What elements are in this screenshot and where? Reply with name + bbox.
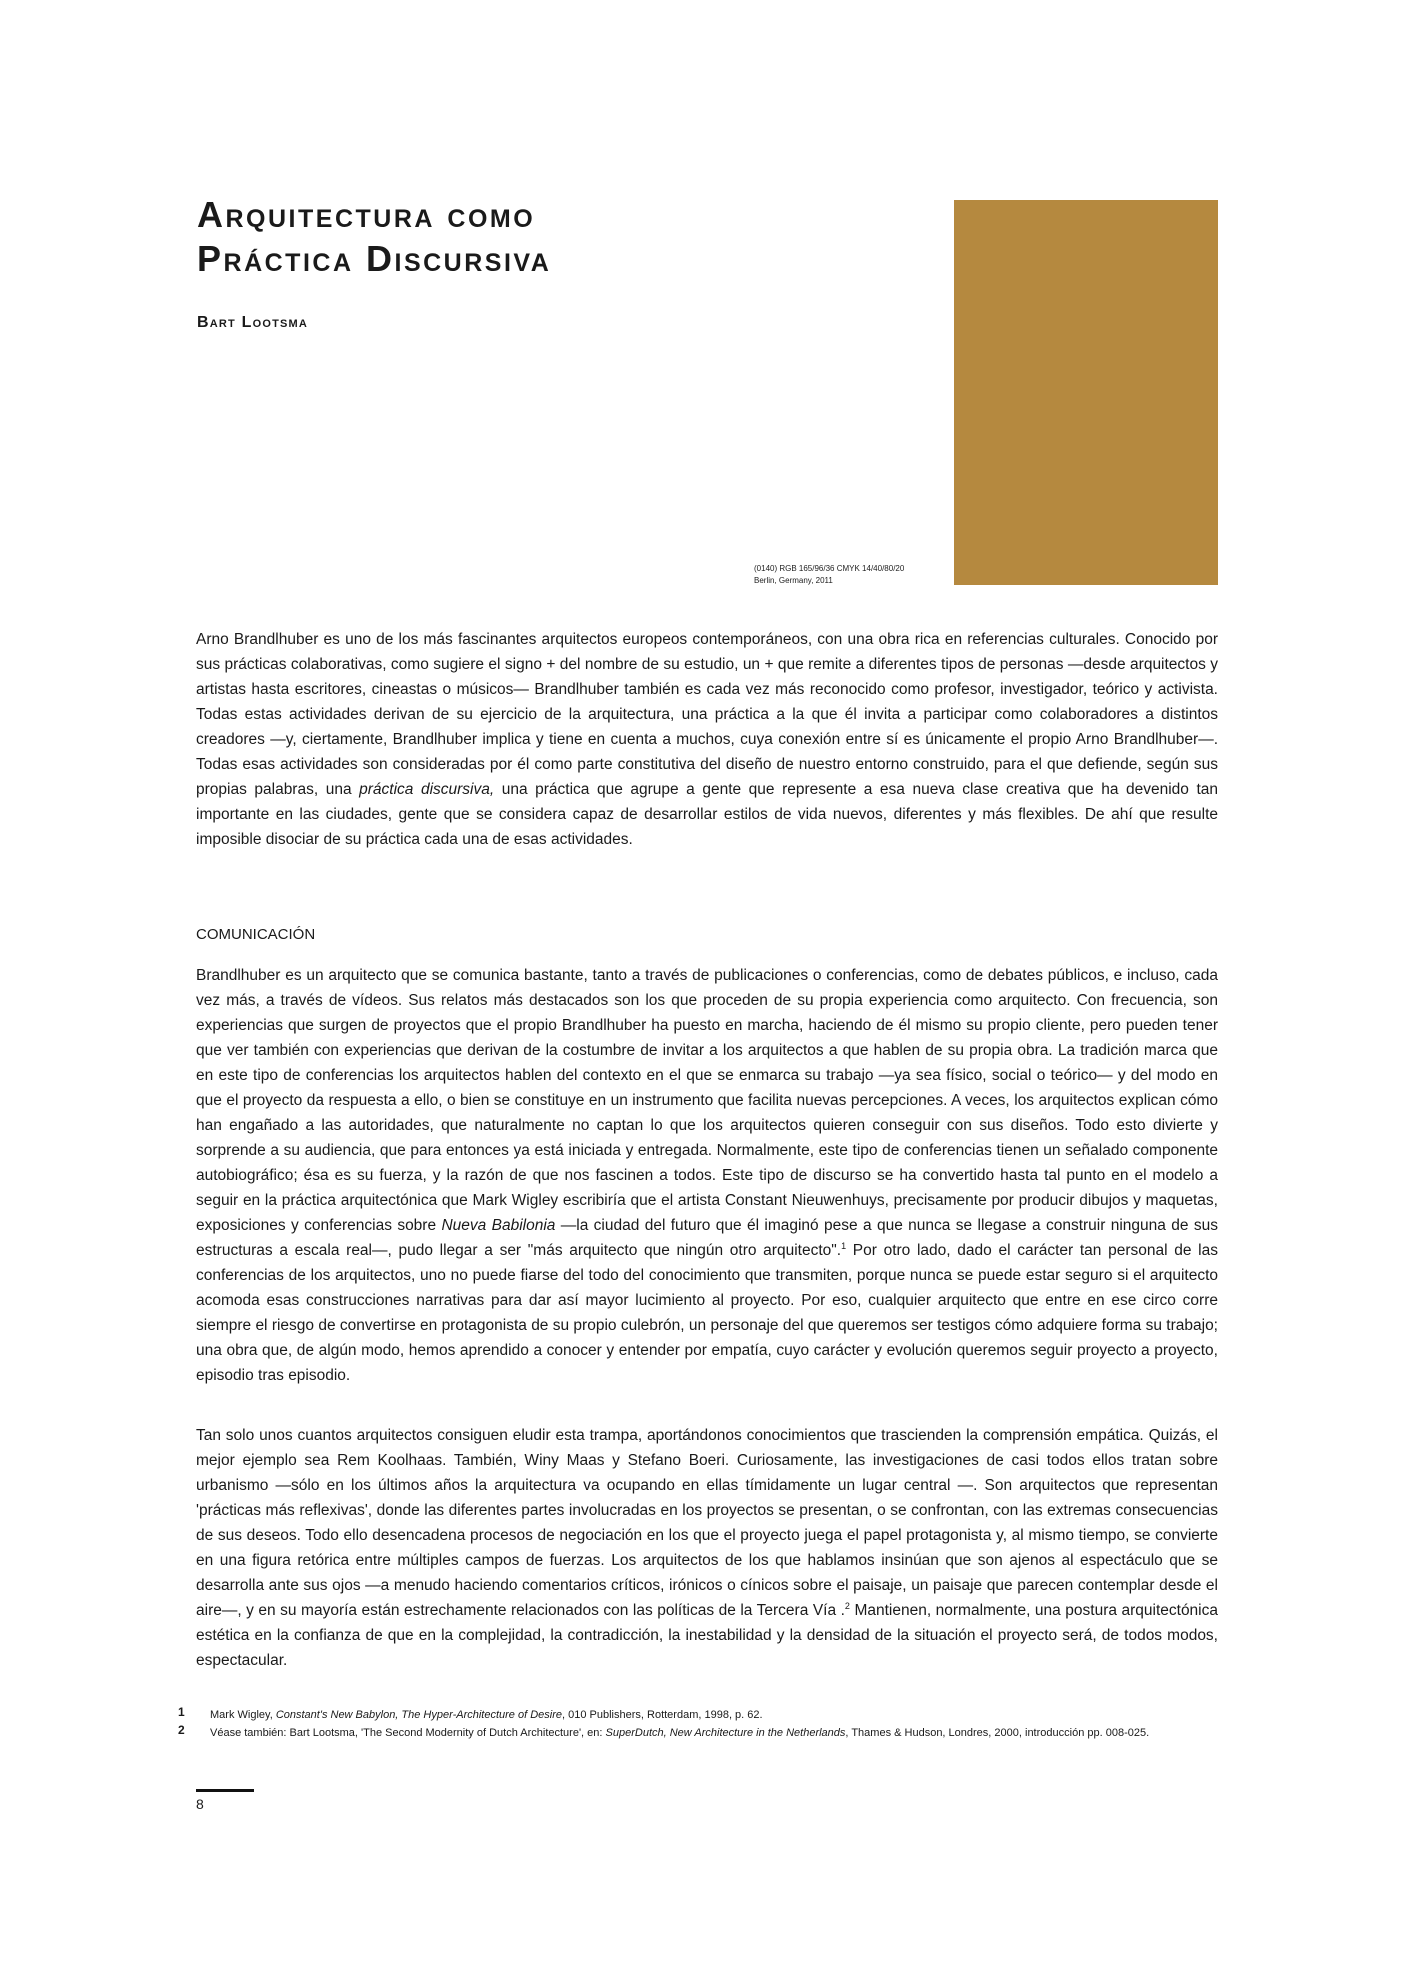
section-paragraph-2 <box>196 1423 1218 1673</box>
footnote-text: Mark Wigley, <box>210 1709 276 1721</box>
footnote-text: Véase también: Bart Lootsma, 'The Second Modernity of Dutch Architecture', en: <box>210 1727 606 1739</box>
swatch-caption <box>754 563 904 587</box>
intro-text-2: una práctica que agrupe a gente que represente a esa nueva clase creativa que ha devenido tan importante en las ciudades, gente que se considera capaz de desarrollar estilos de vida nuevos, diferentes y más flexibles. De ahí que resulte imposible disociar de su práctica cada una de esas actividades. <box>196 781 1219 848</box>
swatch-caption-line-1: (0140) RGB 165/96/36 CMYK 14/40/80/20 <box>754 564 905 573</box>
color-swatch <box>954 200 1218 585</box>
footnotes <box>178 1707 1218 1743</box>
footnote-text: , Thames & Hudson, Londres, 2000, introducción pp. 008-025. <box>845 1727 1150 1739</box>
footnote-number: 2 <box>178 1723 185 1737</box>
paragraph-text: Mantienen, normalmente, una postura arquitectónica estética en la confianza de que en la complejidad, la contradicción, la inestabilidad y la densidad de la situación el proyecto será, de todos modos, espectacular. <box>196 1602 1218 1669</box>
footnote-ref-2[interactable]: 2 <box>844 1600 850 1611</box>
paragraph-text: Brandlhuber es un arquitecto que se comunica bastante, tanto a través de publicaciones o conferencias, como de debates públicos, e incluso, cada vez más, a través de vídeos. Sus relatos más destacados son los que proceden de su propia experiencia como arquitecto. Con frecuencia, son experiencias que surgen de proyectos que el propio Brandlhuber ha puesto en marcha, haciendo de él mismo su propio cliente, pero pueden tener que ver también con experiencias que derivan de la costumbre de invitar a los arquitectos a que hablen de su propia obra. La tradición marca que en este tipo de conferencias los arquitectos hablen del contexto en el que se enmarca su trabajo —ya sea físico, social o teórico— y del modo en que el proyecto da respuesta a ello, o bien se constituye en un instrumento que facilita nuevas percepciones. A veces, los arquitectos explican cómo han engañado a las autoridades, que naturalmente no captan lo que los arquitectos quieren conseguir con sus diseños. Todo esto divierte y sorprende a su audiencia, que para entonces ya está iniciada y entregada. Normalmente, este tipo de conferencias tienen un señalado componente autobiográfico; ésa es su fuerza, y la razón de que nos fascinen a todos. Este tipo de discurso se ha convertido hasta tal punto en el modelo a seguir en la práctica arquitectónica que Mark Wigley escribiría que el artista Constant Nieuwenhuys, precisamente por producir dibujos y maquetas, exposiciones y conferencias sobre <box>196 967 1218 1234</box>
author-name: Bart Lootsma <box>197 314 309 331</box>
article-title <box>197 193 551 281</box>
footnote-title: SuperDutch, New Architecture in the Netherlands <box>605 1727 846 1739</box>
footnote-number: 1 <box>178 1705 185 1719</box>
paragraph-text: Tan solo unos cuantos arquitectos consiguen eludir esta trampa, aportándonos conocimientos que trascienden la comprensión empática. Quizás, el mejor ejemplo sea Rem Koolhaas. También, Winy Maas y Stefano Boeri. Curiosamente, las investigaciones de casi todos ellos tratan sobre urbanismo —sólo en los últimos años la arquitectura va ocupando en ellas tímidamente un lugar central —. Son arquitectos que representan 'prácticas más reflexivas', donde las diferentes partes involucradas en los proyectos se presentan, o se confrontan, con las extremas consecuencias de sus deseos. Todo ello desencadena procesos de negociación en los que el proyecto juega el papel protagonista y, al mismo tiempo, se convierte en una figura retórica entre múltiples campos de fuerzas. Los arquitectos de los que hablamos insinúan que son ajenos al espectáculo que se desarrolla ante sus ojos —a menudo haciendo comentarios críticos, irónicos o cínicos sobre el paisaje, un paisaje que parecen contemplar desde el aire—, y en su mayoría están estrechamente relacionados con las políticas de la Tercera Vía . <box>196 1427 1218 1619</box>
intro-text-1: Arno Brandlhuber es uno de los más fascinantes arquitectos europeos contemporáneos, con una obra rica en referencias culturales. Conocido por sus prácticas colaborativas, como sugiere el signo + del nombre de su estudio, un + que remite a diferentes tipos de personas —desde arquitectos y artistas hasta escritores, cineastas o músicos— Brandlhuber también es cada vez más reconocido como profesor, investigador, teórico y activista. Todas estas actividades derivan de su ejercicio de la arquitectura, una práctica a la que él invita a participar como colaboradores a distintos creadores —y, ciertamente, Brandlhuber implica y tiene en cuenta a muchos, cuya conexión entre sí es únicamente el propio Arno Brandlhuber—. Todas esas actividades son consideradas por él como parte constitutiva del diseño de nuestro entorno construido, para el que defiende, según sus propias palabras, una <box>196 631 1218 798</box>
section-heading: COMUNICACIÓN <box>196 926 316 943</box>
section-paragraph-1 <box>196 963 1218 1388</box>
paragraph-text: Por otro lado, dado el carácter tan personal de las conferencias de los arquitectos, uno no puede fiarse del todo del conocimiento que transmiten, porque nunca se puede estar seguro si el arquitecto acomoda esas construcciones narrativas para dar así mayor lucimiento al proyecto. Por eso, cualquier arquitecto que entre en ese circo corre siempre el riesgo de convertirse en protagonista de su propio culebrón, un personaje del que queremos ser testigos cómo adquiere forma su trabajo; una obra que, de algún modo, hemos aprendido a conocer y entender por empatía, cuyo carácter y evolución queremos seguir proyecto a proyecto, episodio tras episodio. <box>196 1242 1218 1384</box>
page-number: 8 <box>196 1796 204 1812</box>
swatch-caption-line-2: Berlin, Germany, 2011 <box>754 576 833 585</box>
page-number-rule <box>196 1789 254 1792</box>
paragraph-text: —la ciudad del futuro que él imaginó pese a que nunca se llegase a construir ninguna de sus estructuras a escala real—, pudo llegar a ser "más arquitecto que ningún otro arquitecto". <box>196 1217 1218 1259</box>
intro-paragraph <box>196 627 1218 852</box>
footnote-title: Constant's New Babylon, The Hyper-Architecture of Desire <box>275 1709 563 1721</box>
title-line-2: Práctica Discursiva <box>197 238 552 279</box>
footnote-1 <box>178 1707 1218 1723</box>
intro-emphasis: práctica discursiva, <box>359 781 495 798</box>
footnote-text: , 010 Publishers, Rotterdam, 1998, p. 62. <box>562 1709 763 1721</box>
paragraph-emphasis: Nueva Babilonia <box>441 1217 556 1234</box>
footnote-ref-1[interactable]: 1 <box>841 1240 847 1251</box>
title-line-1: Arquitectura como <box>197 194 536 235</box>
footnote-2 <box>178 1725 1218 1741</box>
